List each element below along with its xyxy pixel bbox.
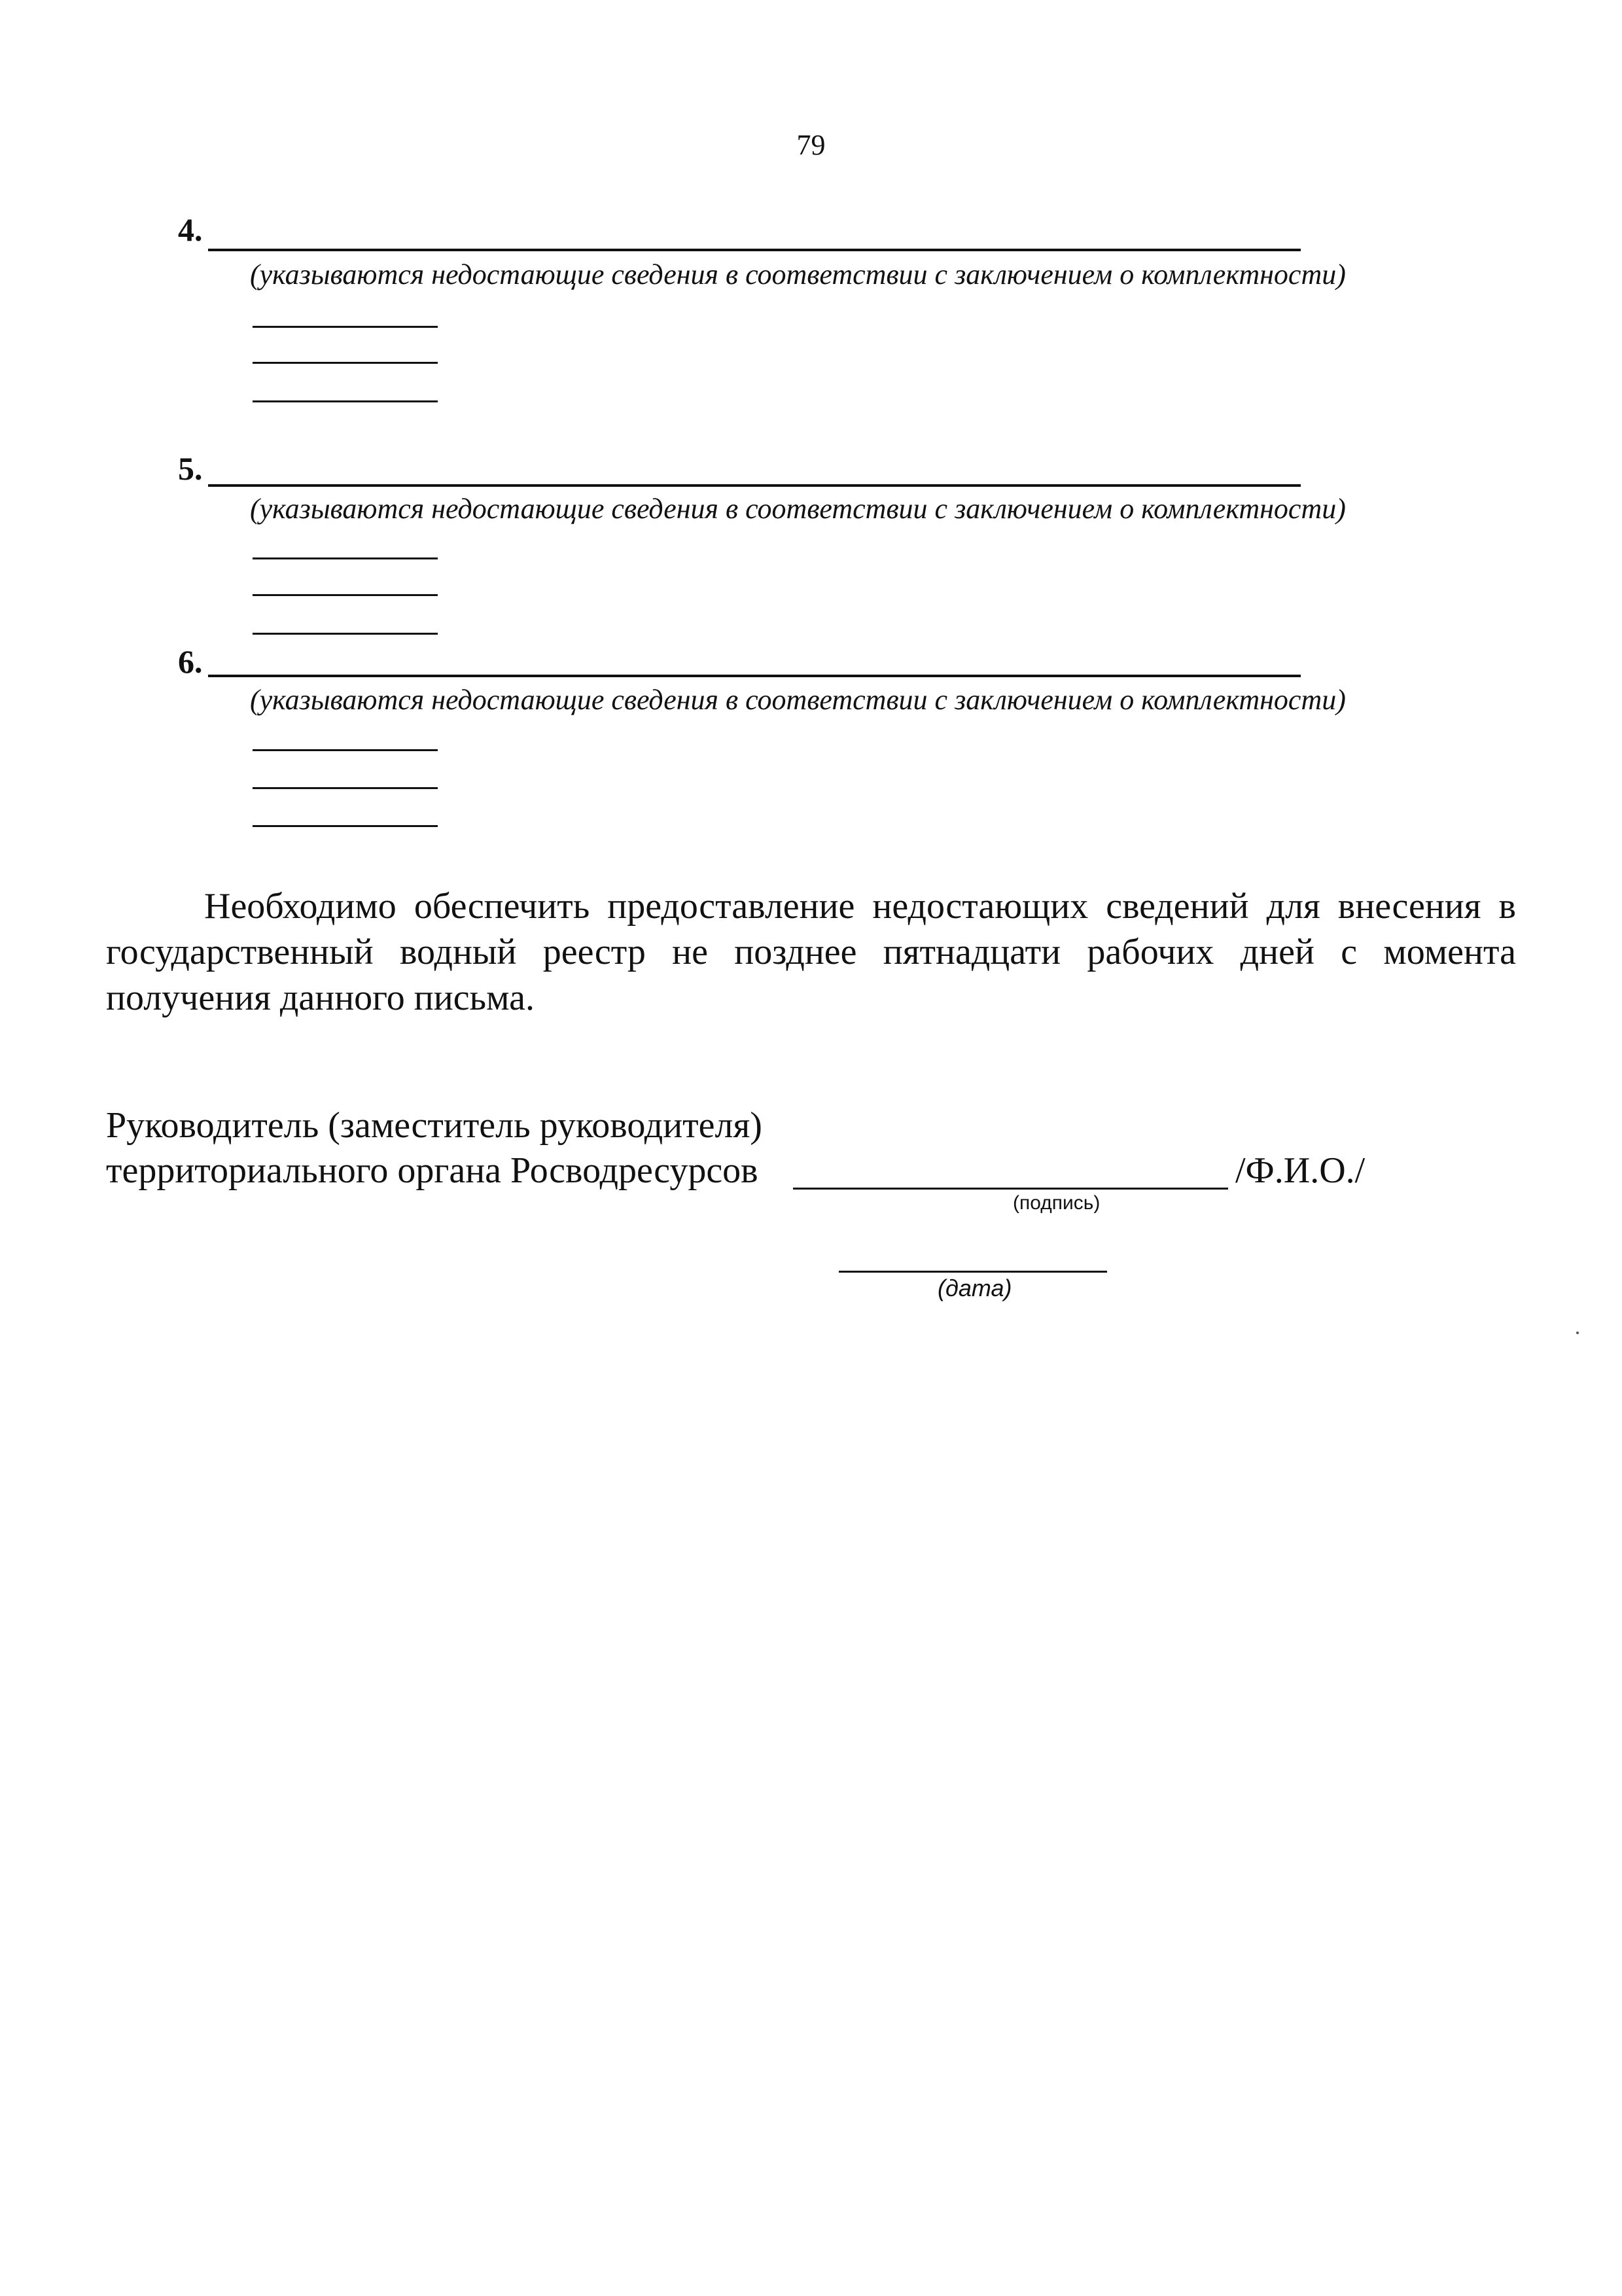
blank-line: [253, 594, 438, 596]
item-hint: (указываются недостающие сведения в соответствии с заключением о комплектности): [250, 684, 1346, 716]
name-placeholder: /Ф.И.О./: [1235, 1150, 1366, 1191]
date-line: [839, 1271, 1107, 1273]
blank-line: [253, 557, 438, 559]
body-paragraph: Необходимо обеспечить предоставление недостающих сведений для внесения в государственный водный реестр не позднее пятнадцати рабочих дней с момента получения данного письма.: [106, 886, 1516, 1018]
blank-line: [253, 400, 438, 402]
item-fill-line: [208, 484, 1301, 487]
blank-line: [253, 825, 438, 827]
item-fill-line: [208, 675, 1301, 677]
blank-line: [253, 749, 438, 751]
blank-line: [253, 362, 438, 364]
signer-title-line2: территориального органа Росводресурсов: [106, 1150, 758, 1191]
signature-line: [793, 1188, 1228, 1190]
blank-line: [253, 633, 438, 635]
blank-line: [253, 787, 438, 789]
item-number: 5.: [178, 450, 203, 487]
signer-title-line1: Руководитель (заместитель руководителя): [106, 1105, 762, 1146]
item-number: 6.: [178, 643, 203, 680]
signature-caption: (подпись): [1013, 1192, 1101, 1214]
date-caption: (дата): [938, 1275, 1012, 1301]
item-hint: (указываются недостающие сведения в соответствии с заключением о комплектности): [250, 493, 1346, 525]
page-number: 79: [796, 129, 826, 161]
item-number: 4.: [178, 211, 203, 248]
scan-speck: [1576, 1332, 1579, 1334]
item-hint: (указываются недостающие сведения в соответствии с заключением о комплектности): [250, 258, 1346, 291]
blank-line: [253, 326, 438, 328]
item-fill-line: [208, 249, 1301, 251]
